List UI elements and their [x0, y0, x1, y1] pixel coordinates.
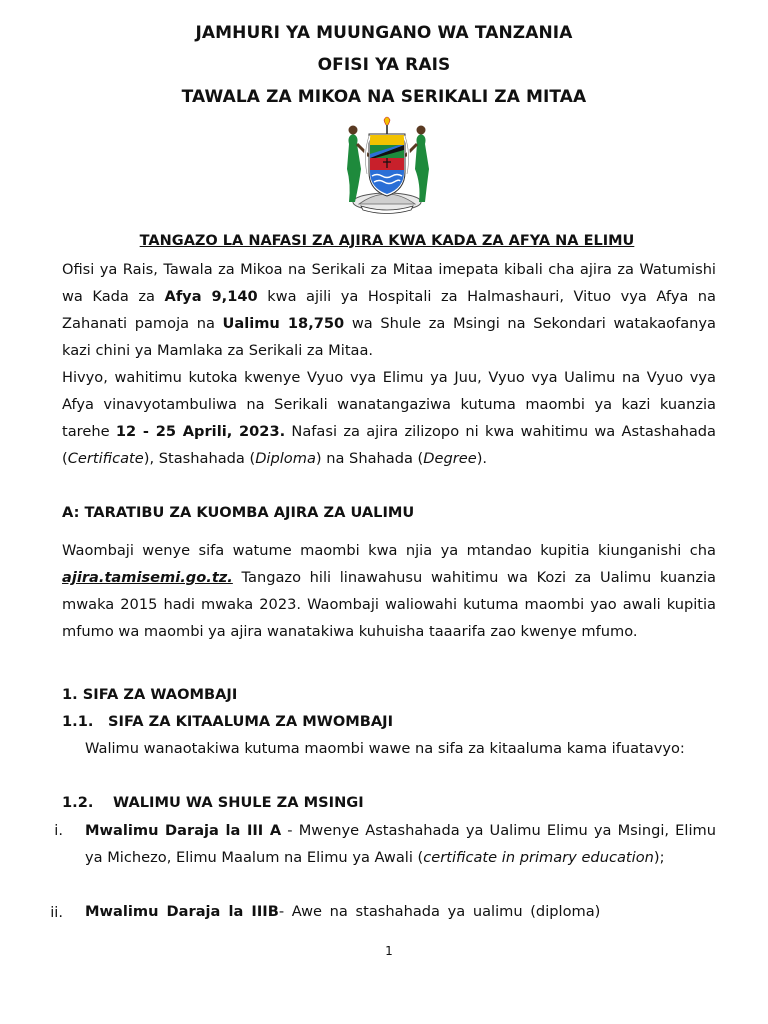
section-1-2-number: 1.2. — [62, 794, 94, 811]
intro-paragraph-1: Ofisi ya Rais, Tawala za Mikoa na Serikali za Mitaa imepata kibali cha ajira za Watumishi wa Kada za Afya 9,140 kwa ajili ya Hospitali za Halmashauri, Vituo vya Afya na Zahanati pamoja na Ualimu 18,750 wa Shule za Msingi na Sekondari watakaofanya kazi chini ya Mamlaka za Serikali za Mitaa. — [62, 261, 717, 359]
section-a-paragraph: Waombaji wenye sifa watume maombi kwa njia ya mtandao kupitia kiunganishi cha ajira.tamisemi.go.tz. Tangazo hili linawahusu wahitimu wa Kozi za Ualimu kuanzia mwaka 2015 hadi mwaka 2023. Waombaji waliowahi kutuma maombi yao awali kupitia mfumo wa maombi ya ajira wanatakiwa kuhuisha taaarifa zao kwenye mfumo. — [62, 542, 716, 640]
section-1-1-text: Walimu wanaotakiwa kutuma maombi wawe na sifa za kitaaluma kama ifuatavyo: — [85, 740, 685, 757]
intro-paragraphs — [62, 256, 716, 472]
header-line-3: TAWALA ZA MIKOA NA SERIKALI ZA MITAA — [181, 87, 587, 107]
list-item-number: i. — [54, 822, 63, 839]
intro-paragraph-2: Hivyo, wahitimu kutoka kwenye Vyuo vya Elimu ya Juu, Vyuo vya Ualimu na Vyuo vya Afya vinavyotambuliwa na Serikali wanatangaziwa kutuma maombi ya kazi kuanzia tarehe 12 - 25 Aprili, 2023. Nafasi za ajira zilizopo ni kwa wahitimu wa Astashahada (Certificate), Stashahada (Diploma) na Shahada (Degree). — [62, 369, 716, 467]
list-item: Mwalimu Daraja la IIIB- Awe na stashahada ya ualimu (diploma) — [85, 903, 601, 920]
list-item: Mwalimu Daraja la III A - Mwenye Astashahada ya Ualimu Elimu ya Msingi, Elimu ya Michezo, Elimu Maalum na Elimu ya Awali (certificate in primary education); — [85, 822, 716, 866]
header-line-1: JAMHURI YA MUUNGANO WA TANZANIA — [195, 23, 573, 43]
list-item-number: ii. — [50, 904, 63, 921]
coat-of-arms-emblem — [339, 114, 435, 214]
page-number: 1 — [385, 944, 393, 958]
section-1-2-heading: WALIMU WA SHULE ZA MSINGI — [113, 794, 364, 811]
application-link[interactable]: ajira.tamisemi.go.tz. — [62, 569, 233, 586]
section-1-heading: 1. SIFA ZA WAOMBAJI — [62, 686, 238, 703]
announcement-title: TANGAZO LA NAFASI ZA AJIRA KWA KADA ZA AFYA NA ELIMU — [139, 233, 635, 249]
coat-of-arms-icon — [339, 114, 435, 214]
section-a-heading: A: TARATIBU ZA KUOMBA AJIRA ZA UALIMU — [62, 504, 415, 521]
section-1-1-heading: SIFA ZA KITAALUMA ZA MWOMBAJI — [108, 713, 394, 730]
header-line-2: OFISI YA RAIS — [317, 55, 451, 75]
section-1-1-number: 1.1. — [62, 713, 94, 730]
